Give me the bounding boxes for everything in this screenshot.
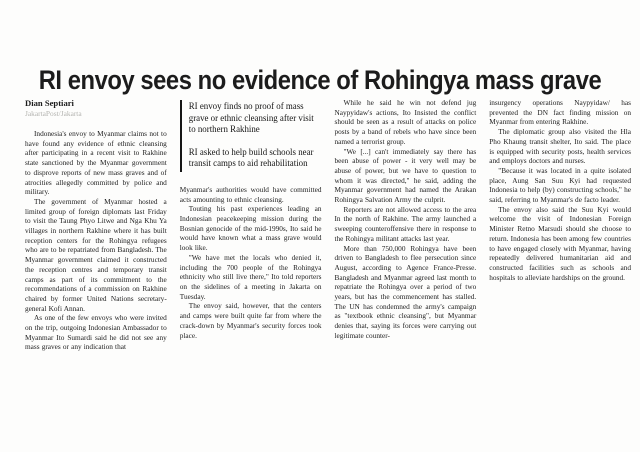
- article-paragraph: The diplomatic group also visited the Hla Pho Khaung transit shelter, Ito said. The place is equipped with security posts, health services and employs doctors and nurses.: [489, 127, 631, 166]
- article-paragraph: The government of Myanmar hosted a limited group of foreign diplomats last Friday to visit the Taung Phyo Litwe and Nga Khu Ya villages in northern Rakhine where it has built reception centers for the Rohingya refugees who are to be repatriated from Bangladesh. The Myanmar government claimed it constructed the reception centres and temporary transit camps as part of its commitment to the recommendations of a commission on Rakhine chaired by former United Nations secretary-general Kofi Annan.: [25, 196, 167, 313]
- article-paragraph: The envoy also said the Suu Kyi would welcome the visit of Indonesian Foreign Minister Retno Marsudi should she choose to return. Indonesia has been among few countries to have engaged closely with Myanmar, having repeatedly delivered humanitarian aid and constructed facilities such as schools and hospitals to alleviate hardships on the ground.: [489, 204, 631, 282]
- article-paragraph: The envoy said, however, that the centers and camps were built quite far from where the crack-down by Myanmar's security forces took place.: [179, 301, 322, 340]
- article-paragraph: "We [...] can't immediately say there has been abuse of power - it very well may be abuse of power, but we have to question to whom it was directed," he said, adding the Myanmar government had named the Arakan Rohingya Salvation Army the culprit.: [334, 146, 477, 205]
- article-columns: [25, 98, 631, 352]
- article-paragraph: While he said he win not defend jug Naypyidaw's actions, Ito Insisted the conflict should be seen as a result of attacks on police posts by a band of rebels who have since been named a terrorist group.: [334, 98, 477, 146]
- article-paragraph: Reporters are not allowed access to the area In the north of Rakhine. The army launched a sweeping counteroffensive there in response to the Rohingya militant attacks last year.: [334, 204, 477, 243]
- article-paragraph: Myanmar's authorities would have committed acts amounting to ethnic cleansing.: [179, 184, 322, 204]
- article-column-2: [180, 98, 322, 340]
- article-paragraph: "We have met the locals who denied it, including the 700 people of the Rohingya ethnicity who still live there," Ito told reporters on the sidelines of a meeting in Jakarta on Tuesday.: [179, 252, 322, 301]
- article-paragraph: "Because it was located in a quite isolated place, Aung San Suu Kyi had requested Indonesia to help (by) constructing schools," he said, referring to Myanmar's de facto leader.: [489, 165, 631, 205]
- article-headline: RI envoy sees no evidence of Rohingya mass grave: [38, 65, 602, 96]
- article-column-1: [25, 98, 167, 352]
- byline-credit: JakartaPost/Jakarta: [25, 109, 82, 118]
- pull-quote: RI envoy finds no proof of mass grave or ethnic cleansing after visit to northern Rakhine: [188, 101, 314, 135]
- pull-quote-block: [180, 100, 322, 172]
- article-column-4: [489, 98, 631, 282]
- article-paragraph: As one of the few envoys who were invited on the trip, outgoing Indonesian Ambassador to Myanmar Ito Sumardi said he did not see any mass graves or any indication that: [25, 313, 167, 352]
- article-column-3: [335, 98, 477, 341]
- article-paragraph: More than 750,000 Rohingya have been driven to Bangladesh to flee persecution since August, according to Agence France-Presse. Bangladesh and Myanmar agreed last month to repatriate the Rohingya over a period of two years, but has the commencement has stalled. The UN has condemned the army's campaign as "textbook ethnic cleansing", but Myanmar denies that, saying its forces were carrying out legitimate counter-: [334, 243, 477, 340]
- byline-author: Dian Septiari: [25, 98, 74, 108]
- pull-quote: RI asked to help build schools near transit camps to aid rehabilitation: [188, 146, 314, 169]
- article-paragraph: Touting his past experiences leading an Indonesian peacekeeping mission during the Bosnian genocide of the mid-1990s, Ito said he would have known what a mass grave would look like.: [179, 204, 322, 253]
- article-paragraph: Indonesia's envoy to Myanmar claims not to have found any evidence of ethnic cleansing after participating in a recent visit to Rakhine state sanctioned by the Myanmar government to disprove reports of new mass graves and of atrocities allegedly committed by police and military.: [25, 129, 167, 197]
- article-paragraph: insurgency operations Naypyidaw/ has prevented the DN fact finding mission on Myanmar from entering Rakhine.: [489, 98, 631, 127]
